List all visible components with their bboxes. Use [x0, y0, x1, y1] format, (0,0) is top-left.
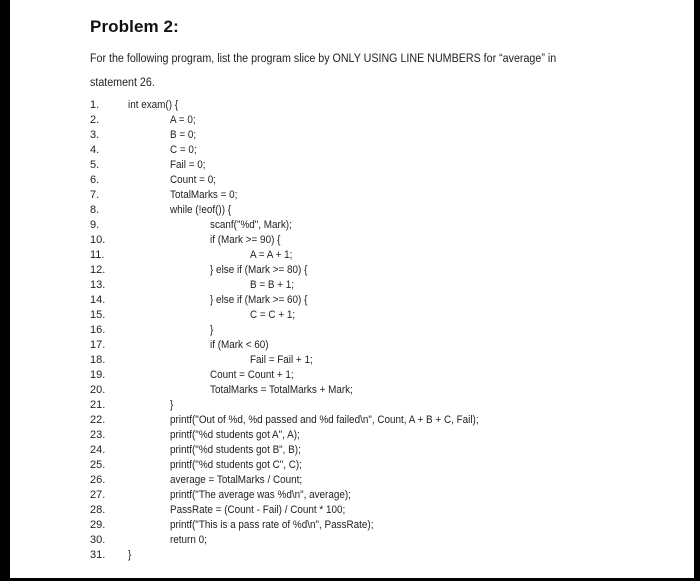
code-text: Count = 0;	[170, 174, 216, 186]
code-line	[10, 112, 694, 128]
code-text: A = 0;	[170, 114, 196, 126]
code-line	[10, 487, 694, 503]
code-line	[10, 187, 694, 203]
code-line	[10, 322, 694, 338]
code-text: printf("%d students got A", A);	[170, 429, 300, 441]
code-text: printf("The average was %d\n", average);	[170, 489, 351, 501]
line-number: 16.	[90, 324, 106, 336]
line-number: 28.	[90, 504, 106, 516]
line-number: 30.	[90, 534, 106, 546]
line-number: 1.	[90, 99, 100, 111]
code-line	[10, 442, 694, 458]
line-number: 26.	[90, 474, 106, 486]
code-line	[10, 127, 694, 143]
code-text: average = TotalMarks / Count;	[170, 474, 303, 486]
code-text: return 0;	[170, 534, 207, 546]
code-text: A = A + 1;	[250, 249, 293, 261]
code-text: Fail = 0;	[170, 159, 206, 171]
prompt-line-1: For the following program, list the program slice by ONLY USING LINE NUMBERS for “average” in	[90, 53, 557, 65]
code-line	[10, 292, 694, 308]
code-line	[10, 232, 694, 248]
code-text: if (Mark >= 90) {	[210, 234, 281, 246]
code-line	[10, 367, 694, 383]
line-number: 20.	[90, 384, 106, 396]
code-line	[10, 157, 694, 173]
line-number: 2.	[90, 114, 100, 126]
code-text: } else if (Mark >= 80) {	[210, 264, 308, 276]
code-line	[10, 247, 694, 263]
code-line	[10, 97, 694, 113]
code-line	[10, 352, 694, 368]
code-text: Count = Count + 1;	[210, 369, 294, 381]
line-number: 3.	[90, 129, 100, 141]
line-number: 6.	[90, 174, 100, 186]
code-text: int exam() {	[128, 99, 179, 111]
code-line	[10, 532, 694, 548]
code-line	[10, 502, 694, 518]
code-line	[10, 412, 694, 428]
problem-title: Problem 2:	[90, 17, 179, 36]
code-line	[10, 382, 694, 398]
code-line	[10, 202, 694, 218]
code-text: printf("This is a pass rate of %d\n", PassRate);	[170, 519, 374, 531]
line-number: 7.	[90, 189, 100, 201]
code-line	[10, 142, 694, 158]
code-text: printf("%d students got B", B);	[170, 444, 301, 456]
code-text: B = 0;	[170, 129, 197, 141]
document-page	[10, 0, 694, 578]
code-line	[10, 457, 694, 473]
line-number: 21.	[90, 399, 106, 411]
code-line	[10, 472, 694, 488]
code-text: }	[128, 549, 132, 561]
code-text: printf("Out of %d, %d passed and %d failed\n", Count, A + B + C, Fail);	[170, 414, 479, 426]
line-number: 22.	[90, 414, 106, 426]
code-text: while (!eof()) {	[170, 204, 232, 216]
line-number: 11.	[90, 249, 105, 261]
code-text: if (Mark < 60)	[210, 339, 269, 351]
line-number: 5.	[90, 159, 100, 171]
line-number: 4.	[90, 144, 100, 156]
line-number: 8.	[90, 204, 100, 216]
code-line	[10, 337, 694, 353]
code-line	[10, 277, 694, 293]
line-number: 31.	[90, 549, 106, 561]
code-line	[10, 172, 694, 188]
code-text: scanf("%d", Mark);	[210, 219, 292, 231]
code-text: TotalMarks = 0;	[170, 189, 238, 201]
code-text: C = 0;	[170, 144, 197, 156]
code-line	[10, 262, 694, 278]
code-text: }	[170, 399, 174, 411]
line-number: 24.	[90, 444, 106, 456]
line-number: 17.	[90, 339, 106, 351]
prompt-line-2: statement 26.	[90, 77, 155, 89]
line-number: 12.	[90, 264, 106, 276]
code-text: TotalMarks = TotalMarks + Mark;	[210, 384, 353, 396]
line-number: 13.	[90, 279, 106, 291]
code-line	[10, 397, 694, 413]
code-line	[10, 427, 694, 443]
code-line	[10, 307, 694, 323]
line-number: 9.	[90, 219, 100, 231]
code-line	[10, 217, 694, 233]
line-number: 25.	[90, 459, 106, 471]
line-number: 14.	[90, 294, 106, 306]
code-line	[10, 547, 694, 563]
code-text: B = B + 1;	[250, 279, 295, 291]
code-text: C = C + 1;	[250, 309, 296, 321]
line-number: 27.	[90, 489, 106, 501]
code-text: printf("%d students got C", C);	[170, 459, 302, 471]
line-number: 19.	[90, 369, 106, 381]
code-text: } else if (Mark >= 60) {	[210, 294, 308, 306]
code-text: Fail = Fail + 1;	[250, 354, 313, 366]
line-number: 15.	[90, 309, 106, 321]
line-number: 10.	[90, 234, 106, 246]
line-number: 18.	[90, 354, 106, 366]
code-text: }	[210, 324, 214, 336]
code-text: PassRate = (Count - Fail) / Count * 100;	[170, 504, 346, 516]
line-number: 23.	[90, 429, 106, 441]
code-line	[10, 517, 694, 533]
line-number: 29.	[90, 519, 106, 531]
